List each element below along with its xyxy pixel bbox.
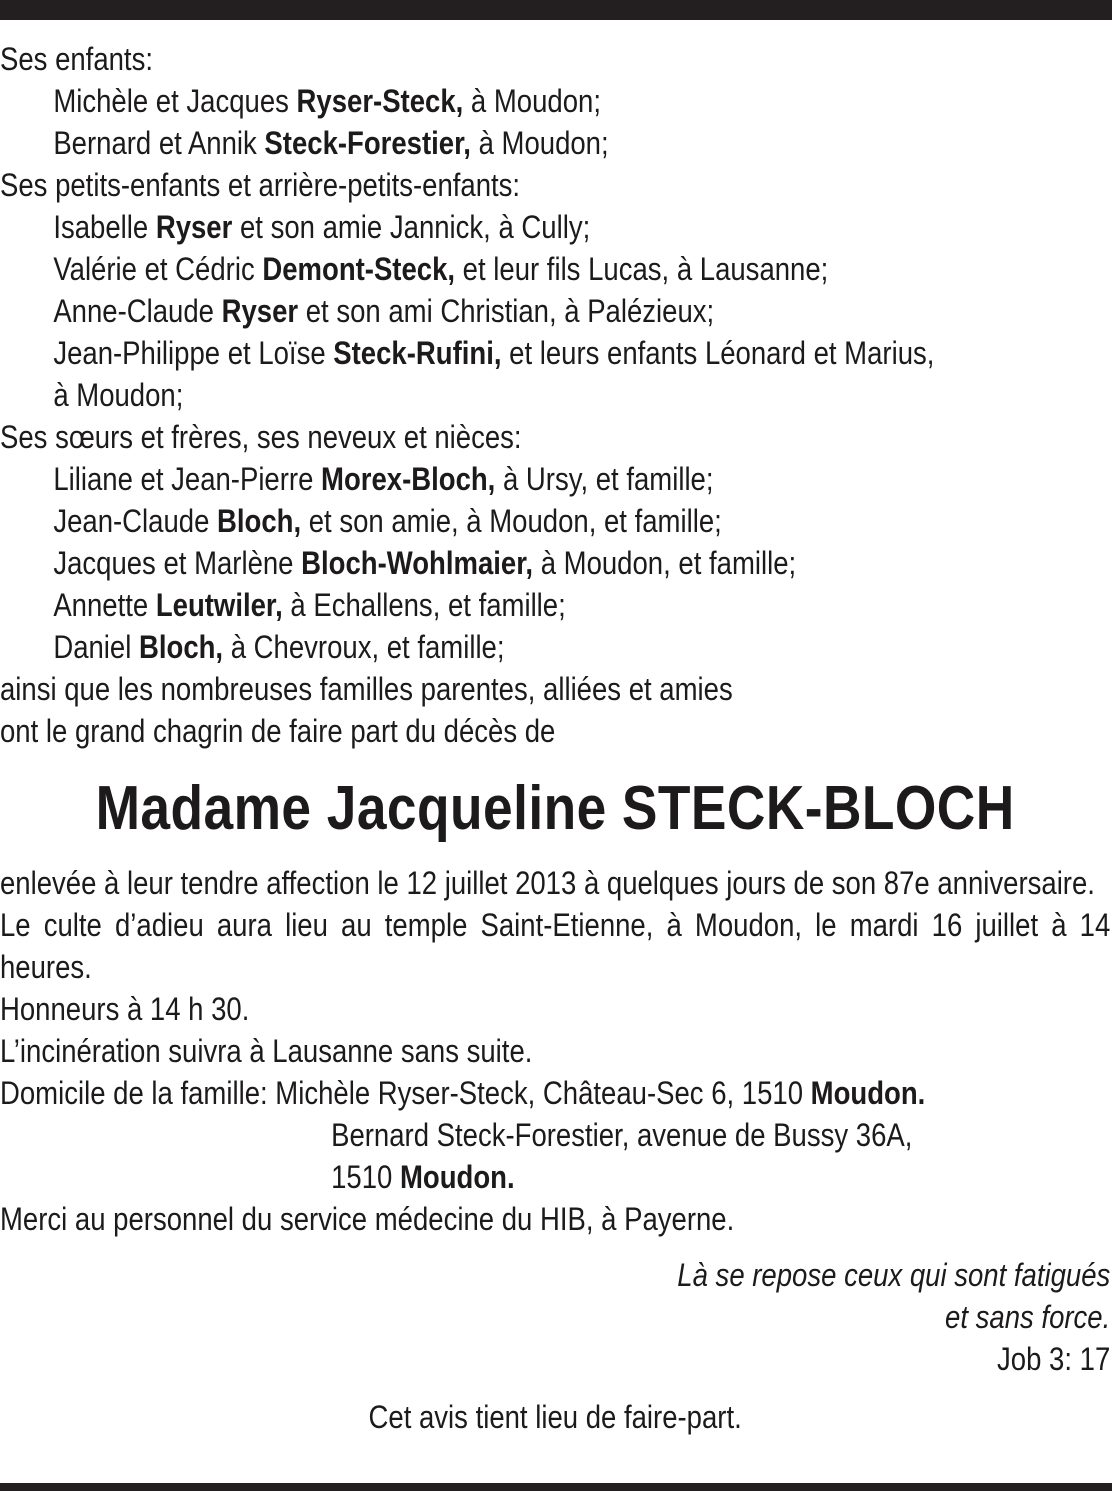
footer-note: Cet avis tient lieu de faire-part. — [368, 1399, 742, 1435]
closing-line: ainsi que les nombreuses familles parentes, alliées et amies — [0, 671, 733, 707]
top-rule — [0, 0, 1112, 20]
family-entry: Bernard et Annik Steck-Forestier, à Moudon; — [53, 125, 609, 161]
family-entry: Anne-Claude Ryser et son ami Christian, à Palézieux; — [53, 293, 715, 329]
family-entry: Isabelle Ryser et son amie Jannick, à Cully; — [53, 209, 591, 245]
family-entry: Jacques et Marlène Bloch-Wohlmaier, à Moudon, et famille; — [53, 545, 797, 581]
cremation-text: L’incinération suivra à Lausanne sans suite. — [0, 1033, 533, 1069]
death-notice — [0, 38, 1111, 1438]
family-entry: Annette Leutwiler, à Echallens, et famille; — [53, 587, 566, 623]
family-entry: Jean-Philippe et Loïse Steck-Rufini, et leurs enfants Léonard et Marius, — [53, 335, 935, 371]
siblings-heading: Ses sœurs et frères, ses neveux et nièces: — [0, 419, 522, 455]
family-entry-continuation: à Moudon; — [53, 377, 184, 413]
domicile-line: Bernard Steck-Forestier, avenue de Bussy 36A, — [331, 1117, 913, 1153]
domicile-line: Domicile de la famille: Michèle Ryser-Steck, Château-Sec 6, 1510 Moudon. — [0, 1075, 926, 1111]
domicile-line: 1510 Moudon. — [331, 1159, 515, 1195]
family-entry: Liliane et Jean-Pierre Morex-Bloch, à Ursy, et famille; — [53, 461, 714, 497]
honours-text: Honneurs à 14 h 30. — [0, 991, 250, 1027]
verse-line: Là se repose ceux qui sont fatigués — [677, 1257, 1111, 1293]
family-entry: Daniel Bloch, à Chevroux, et famille; — [53, 629, 505, 665]
family-entry: Jean-Claude Bloch, et son amie, à Moudon, et famille; — [53, 503, 722, 539]
deceased-name: Madame Jacqueline STECK-BLOCH — [95, 774, 1015, 843]
thanks-text: Merci au personnel du service médecine du HIB, à Payerne. — [0, 1201, 735, 1237]
service-text: Le culte d’adieu aura lieu au temple Saint-Etienne, à Moudon, le mardi 16 juillet à 14 heures. — [0, 907, 1111, 985]
verse-reference: Job 3: 17 — [997, 1341, 1111, 1377]
children-heading: Ses enfants: — [0, 41, 153, 77]
verse-line: et sans force. — [945, 1299, 1111, 1335]
bottom-rule — [0, 1483, 1112, 1491]
family-entry: Valérie et Cédric Demont-Steck, et leur fils Lucas, à Lausanne; — [53, 251, 829, 287]
grandchildren-heading: Ses petits-enfants et arrière-petits-enfants: — [0, 167, 521, 203]
family-entry: Michèle et Jacques Ryser-Steck, à Moudon; — [53, 83, 601, 119]
passing-text: enlevée à leur tendre affection le 12 juillet 2013 à quelques jours de son 87e anniversaire. — [0, 865, 1095, 901]
closing-line: ont le grand chagrin de faire part du décès de — [0, 713, 556, 749]
